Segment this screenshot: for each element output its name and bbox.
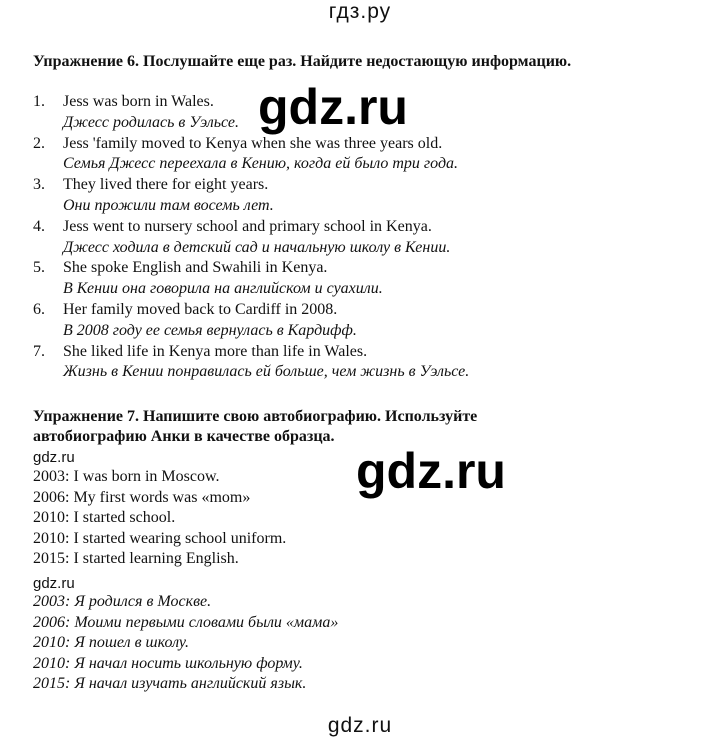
- item-number: 4.: [33, 217, 45, 235]
- list-item: 2003: I was born in Moscow.: [33, 468, 220, 485]
- item-number: 6.: [33, 300, 45, 318]
- item-russian: В Кении она говорила на английском и суахили.: [63, 280, 383, 298]
- watermark-small: gdz.ru: [33, 575, 75, 592]
- item-russian: Джесс родилась в Уэльсе.: [63, 113, 239, 131]
- list-item: 2003: Я родился в Москве.: [33, 593, 212, 610]
- item-russian: Жизнь в Кении понравилась ей больше, чем жизнь в Уэльсе.: [63, 363, 470, 381]
- autobiography-russian: [33, 592, 338, 695]
- autobiography-english: [33, 467, 286, 570]
- exercise-7-heading-line1: Упражнение 7. Напишите свою автобиографию. Используйте: [33, 408, 478, 425]
- list-item: [33, 258, 673, 300]
- list-item: [33, 217, 673, 259]
- watermark-logo: gdz.ru: [356, 443, 506, 499]
- item-number: 2.: [33, 134, 45, 152]
- list-item: 2015: Я начал изучать английский язык.: [33, 675, 307, 693]
- item-russian: Джесс ходила в детский сад и начальную школу в Кении.: [63, 238, 451, 256]
- item-number: 1.: [33, 93, 45, 110]
- exercise-7-heading: [33, 407, 477, 447]
- item-english: They lived there for eight years.: [63, 176, 269, 194]
- item-number: 5.: [33, 259, 45, 277]
- watermark-logo: gdz.ru: [258, 79, 408, 135]
- item-english: Jess went to nursery school and primary school in Kenya.: [63, 217, 432, 235]
- list-item: 2010: I started wearing school uniform.: [33, 529, 287, 547]
- list-item: 2006: My first words was «mom»: [33, 488, 251, 506]
- item-english: Jess was born in Wales.: [63, 93, 214, 110]
- site-header-title: гдз.ру: [328, 0, 392, 23]
- item-english: Jess 'family moved to Kenya when she was three years old.: [63, 134, 443, 152]
- exercise-7-heading-line2: автобиографию Анки в качестве образца.: [33, 428, 335, 445]
- list-item: 2010: I started school.: [33, 509, 176, 527]
- list-item: 2015: I started learning English.: [33, 550, 239, 568]
- item-russian: Семья Джесс переехала в Кению, когда ей было три года.: [63, 155, 459, 173]
- item-number: 7.: [33, 342, 45, 360]
- list-item: 2006: Моими первыми словами были «мама»: [33, 613, 339, 631]
- site-footer-title: gdz.ru: [327, 714, 393, 737]
- list-item: [33, 342, 673, 384]
- item-number: 3.: [33, 176, 45, 194]
- item-russian: В 2008 году ее семья вернулась в Кардифф.: [63, 321, 357, 339]
- list-item: [33, 175, 673, 217]
- list-item: 2010: Я пошел в школу.: [33, 634, 189, 652]
- watermark-small: gdz.ru: [33, 449, 75, 466]
- item-english: She liked life in Kenya more than life in Wales.: [63, 342, 368, 360]
- item-russian: Они прожили там восемь лет.: [63, 196, 274, 214]
- exercise-6-heading: Упражнение 6. Послушайте еще раз. Найдите недостающую информацию.: [33, 53, 572, 70]
- item-english: Her family moved back to Cardiff in 2008.: [63, 300, 338, 318]
- list-item: [33, 134, 673, 176]
- list-item: [33, 300, 673, 342]
- item-english: She spoke English and Swahili in Kenya.: [63, 259, 328, 277]
- list-item: 2010: Я начал носить школьную форму.: [33, 654, 303, 672]
